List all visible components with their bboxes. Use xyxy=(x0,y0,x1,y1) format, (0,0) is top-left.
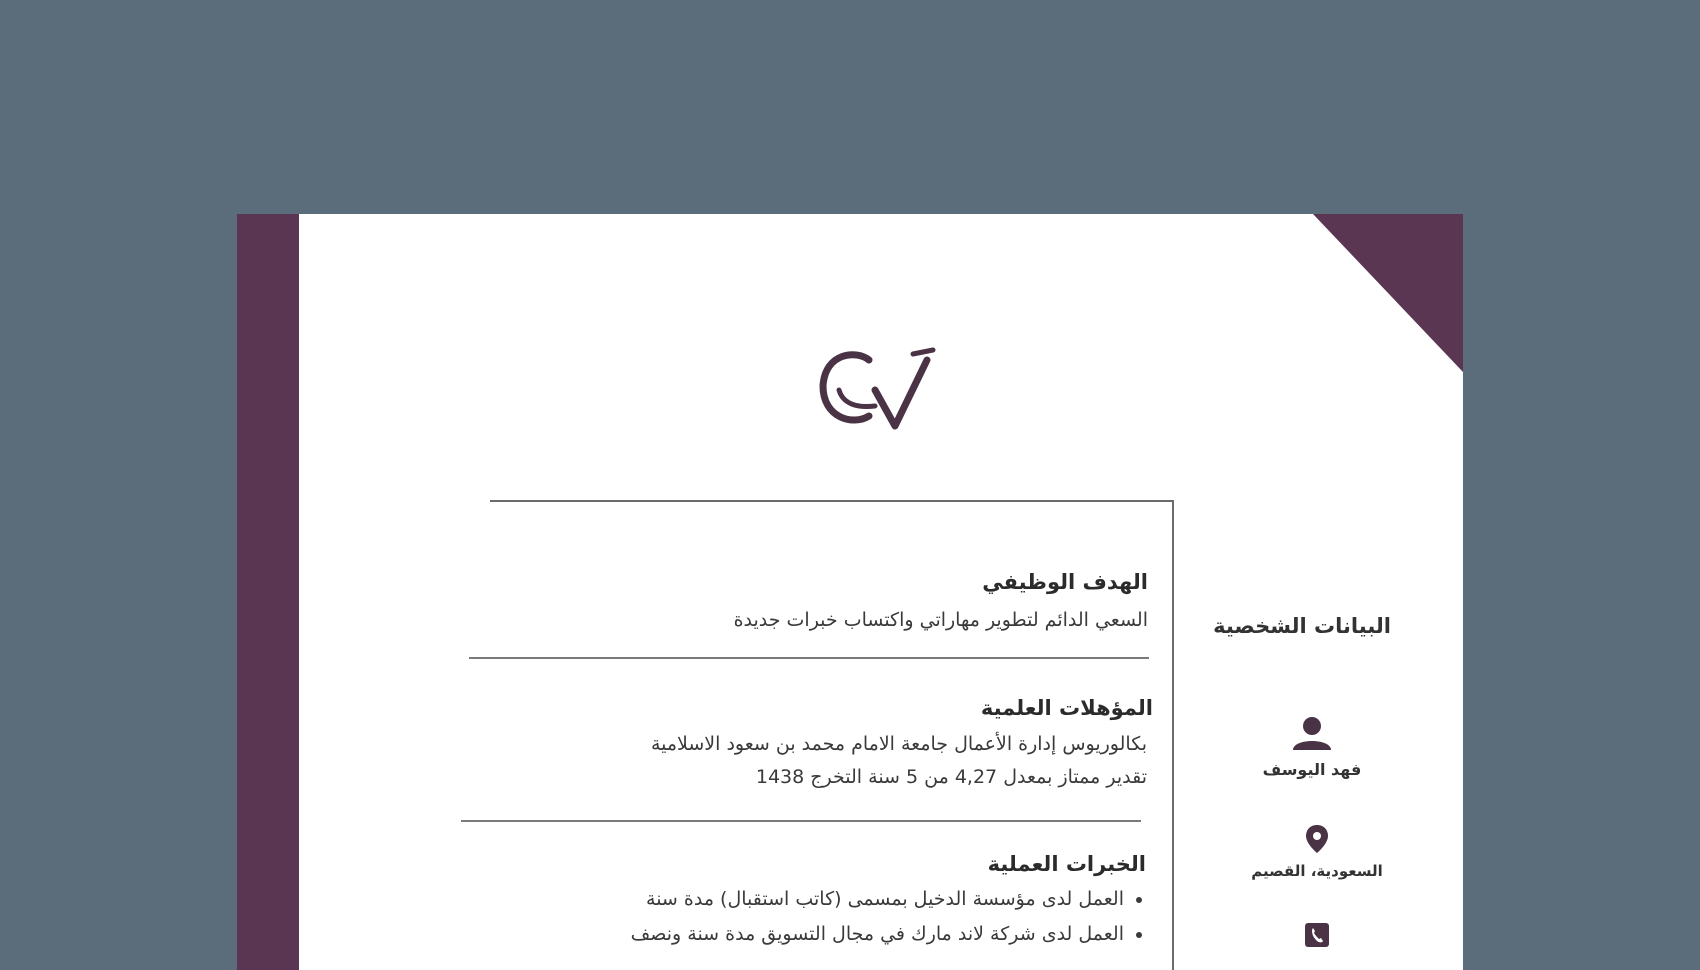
cv-document xyxy=(237,214,1463,970)
location-label: السعودية، القصيم xyxy=(1251,862,1383,880)
qualification-line: بكالوريوس إدارة الأعمال جامعة الامام محمد بن سعود الاسلامية xyxy=(650,733,1147,755)
corner-accent xyxy=(1313,214,1463,372)
personal-data-heading: البيانات الشخصية xyxy=(1213,614,1391,638)
personal-phone xyxy=(1237,922,1397,952)
objective-heading: الهدف الوظيفي xyxy=(982,570,1148,594)
objective-section xyxy=(488,570,1148,637)
qualification-line: تقدير ممتاز بمعدل 4,27 من 5 سنة التخرج 1438 xyxy=(755,766,1147,788)
experience-item: • العمل لدى مؤسسة الدخيل بمسمى (كاتب استقبال) مدة سنة xyxy=(466,882,1124,917)
personal-name xyxy=(1232,716,1392,779)
location-pin-icon xyxy=(1305,824,1329,854)
person-icon xyxy=(1291,716,1333,752)
left-accent-band xyxy=(237,214,299,970)
objective-text: السعي الدائم لتطوير مهاراتي واكتساب خبرات جديدة xyxy=(733,609,1148,631)
phone-icon xyxy=(1304,922,1330,948)
section-divider xyxy=(469,657,1149,659)
cv-logo xyxy=(817,346,941,436)
qualifications-section xyxy=(473,696,1153,794)
experience-item: • العمل لدى شركة لاند مارك في مجال التسويق مدة سنة ونصف xyxy=(466,917,1124,952)
personal-location xyxy=(1237,824,1397,880)
section-divider xyxy=(461,820,1141,822)
experience-heading: الخبرات العملية xyxy=(987,852,1146,876)
person-name-label: فهد اليوسف xyxy=(1262,760,1362,779)
qualifications-heading: المؤهلات العلمية xyxy=(980,696,1153,720)
experience-section xyxy=(466,852,1146,952)
